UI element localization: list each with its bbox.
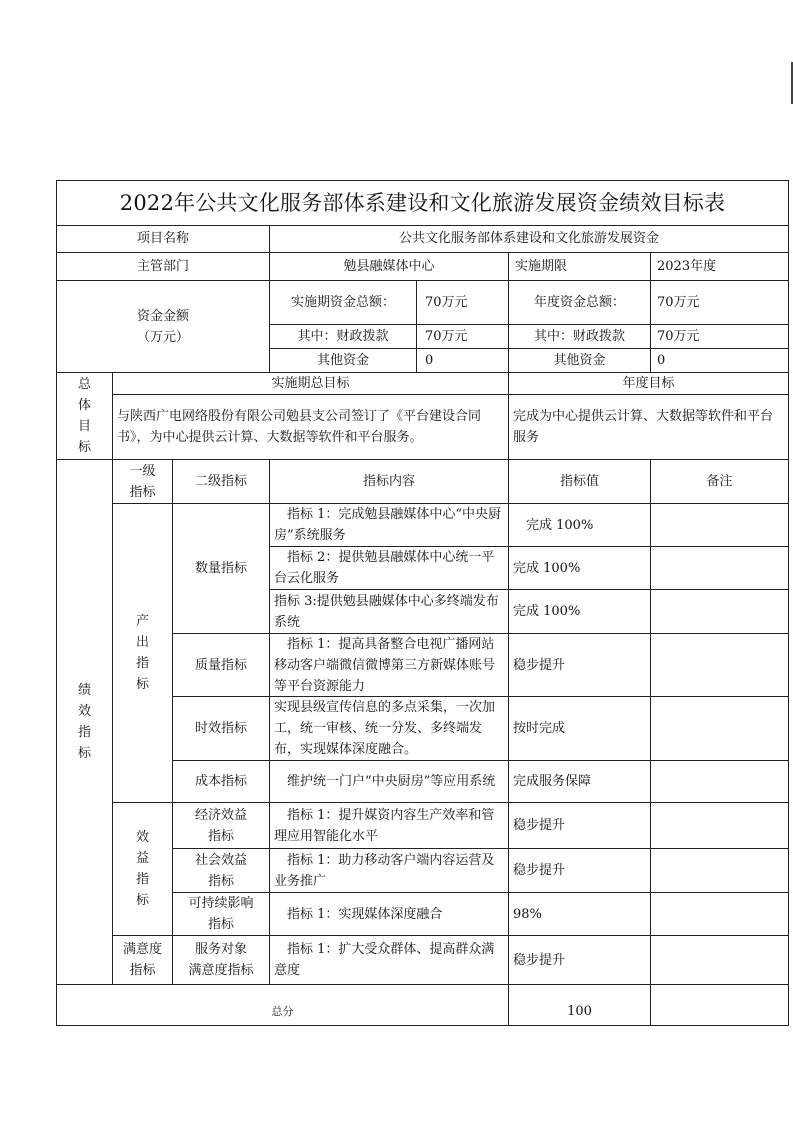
quantity-row-1-value: 完成 100% (509, 504, 651, 547)
satisfaction-note (651, 936, 788, 985)
satisfaction-sub-label: 服务对象 满意度指标 (173, 936, 270, 985)
perf-label-char: 指 (77, 725, 91, 740)
sustain-value: 98% (509, 893, 651, 936)
benefit-label-char: 指 (135, 872, 149, 887)
period-label: 实施期限 (509, 253, 651, 281)
funds-fiscal-label-annual: 其中：财政拨款 (509, 325, 651, 349)
cost-value: 完成服务保障 (509, 761, 651, 803)
economic-note (651, 803, 788, 849)
sustain-content: 指标 1：实现媒体深度融合 (270, 893, 509, 936)
funds-total-value: 70万元 (417, 281, 509, 325)
quality-indicator-label: 质量指标 (173, 634, 270, 697)
cost-indicator-label: 成本指标 (173, 761, 270, 803)
project-name-label: 项目名称 (57, 225, 270, 253)
overall-label-char: 总 (77, 377, 91, 392)
output-indicators-label (113, 504, 173, 803)
social-value: 稳步提升 (509, 849, 651, 893)
funds-annual-label: 年度资金总额： (509, 281, 651, 325)
output-label-char: 产 (135, 614, 149, 629)
total-value: 100 (509, 985, 651, 1025)
benefit-label-char: 益 (135, 851, 149, 866)
quality-content: 指标 1：提高具备整合电视广播网站移动客户端微信微博第三方新媒体账号等平台资源能力 (270, 634, 509, 697)
quantity-row-3-note (651, 590, 788, 634)
output-label-char: 出 (135, 635, 149, 650)
quality-note (651, 634, 788, 697)
benefit-label-char: 标 (135, 893, 149, 908)
sustain-note (651, 893, 788, 936)
quantity-row-3-value: 完成 100% (509, 590, 651, 634)
cost-content: 维护统一门户“中央厨房”等应用系统 (270, 761, 509, 803)
funds-other-value-annual: 0 (651, 349, 788, 373)
timeliness-note (651, 697, 788, 761)
perf-label-char: 绩 (77, 683, 91, 698)
quantity-row-1-note (651, 504, 788, 547)
output-label-char: 指 (135, 656, 149, 671)
benefit-label-char: 效 (135, 830, 149, 845)
content-header: 指标内容 (270, 460, 509, 504)
perf-label-char: 效 (77, 704, 91, 719)
overall-goals-label (57, 373, 113, 460)
economic-content: 指标 1：提升媒资内容生产效率和管理应用智能化水平 (270, 803, 509, 849)
funds-other-label: 其他资金 (270, 349, 417, 373)
impl-goal-text: 与陕西广电网络股份有限公司勉县支公司签订了《平台建设合同书》，为中心提供云计算、大数据等软件和平台服务。 (113, 395, 509, 460)
quantity-row-2-value: 完成 100% (509, 547, 651, 590)
table-title: 2022年公共文化服务部体系建设和文化旅游发展资金绩效目标表 (57, 181, 788, 226)
funds-fiscal-label: 其中：财政拨款 (270, 325, 417, 349)
total-label: 总分 (57, 985, 509, 1025)
satisfaction-indicator-label: 满意度 指标 (113, 936, 173, 985)
overall-label-char: 目 (77, 419, 91, 434)
quantity-row-2-content: 指标 2：提供勉县融媒体中心统一平台云化服务 (270, 547, 509, 590)
economic-indicator-label: 经济效益 指标 (173, 803, 270, 849)
timeliness-content: 实现县级宣传信息的多点采集，一次加工，统一审核、统一分发、多终端发布，实现媒体深度融合。 (270, 697, 509, 761)
timeliness-value: 按时完成 (509, 697, 651, 761)
sustain-indicator-label: 可持续影响 指标 (173, 893, 270, 936)
funds-other-value: 0 (417, 349, 509, 373)
quantity-row-2-note (651, 547, 788, 590)
social-content: 指标 1：助力移动客户端内容运营及业务推广 (270, 849, 509, 893)
value-header: 指标值 (509, 460, 651, 504)
benefit-indicators-label (113, 803, 173, 936)
level1-header: 一级 指标 (113, 460, 173, 504)
funds-label: 资金金额 （万元） (57, 281, 270, 373)
quality-value: 稳步提升 (509, 634, 651, 697)
timeliness-indicator-label: 时效指标 (173, 697, 270, 761)
quantity-indicator-label: 数量指标 (173, 504, 270, 634)
social-indicator-label: 社会效益 指标 (173, 849, 270, 893)
performance-target-table (56, 180, 789, 1026)
project-name-value: 公共文化服务部体系建设和文化旅游发展资金 (270, 225, 788, 253)
funds-annual-value: 70万元 (651, 281, 788, 325)
overall-label-char: 标 (77, 440, 91, 455)
economic-value: 稳步提升 (509, 803, 651, 849)
funds-other-label-annual: 其他资金 (509, 349, 651, 373)
perf-label-char: 标 (77, 746, 91, 761)
social-note (651, 849, 788, 893)
note-header: 备注 (651, 460, 788, 504)
satisfaction-content: 指标 1：扩大受众群体、提高群众满意度 (270, 936, 509, 985)
quantity-row-3-content: 指标 3:提供勉县融媒体中心多终端发布系统 (270, 590, 509, 634)
perf-indicators-label (57, 460, 113, 985)
satisfaction-value: 稳步提升 (509, 936, 651, 985)
total-note (651, 985, 788, 1025)
period-value: 2023年度 (651, 253, 788, 281)
overall-label-char: 体 (77, 398, 91, 413)
year-goal-text: 完成为中心提供云计算、大数据等软件和平台服务 (509, 395, 788, 460)
level2-header: 二级指标 (173, 460, 270, 504)
funds-fiscal-value-annual: 70万元 (651, 325, 788, 349)
output-label-char: 标 (135, 677, 149, 692)
year-goal-header: 年度目标 (509, 373, 788, 395)
quantity-row-1-content: 指标 1：完成勉县融媒体中心“中央厨房”系统服务 (270, 504, 509, 547)
funds-total-label: 实施期资金总额： (270, 281, 417, 325)
dept-label: 主管部门 (57, 253, 270, 281)
impl-goal-header: 实施期总目标 (113, 373, 509, 395)
dept-value: 勉县融媒体中心 (270, 253, 509, 281)
cost-note (651, 761, 788, 803)
funds-fiscal-value: 70万元 (417, 325, 509, 349)
